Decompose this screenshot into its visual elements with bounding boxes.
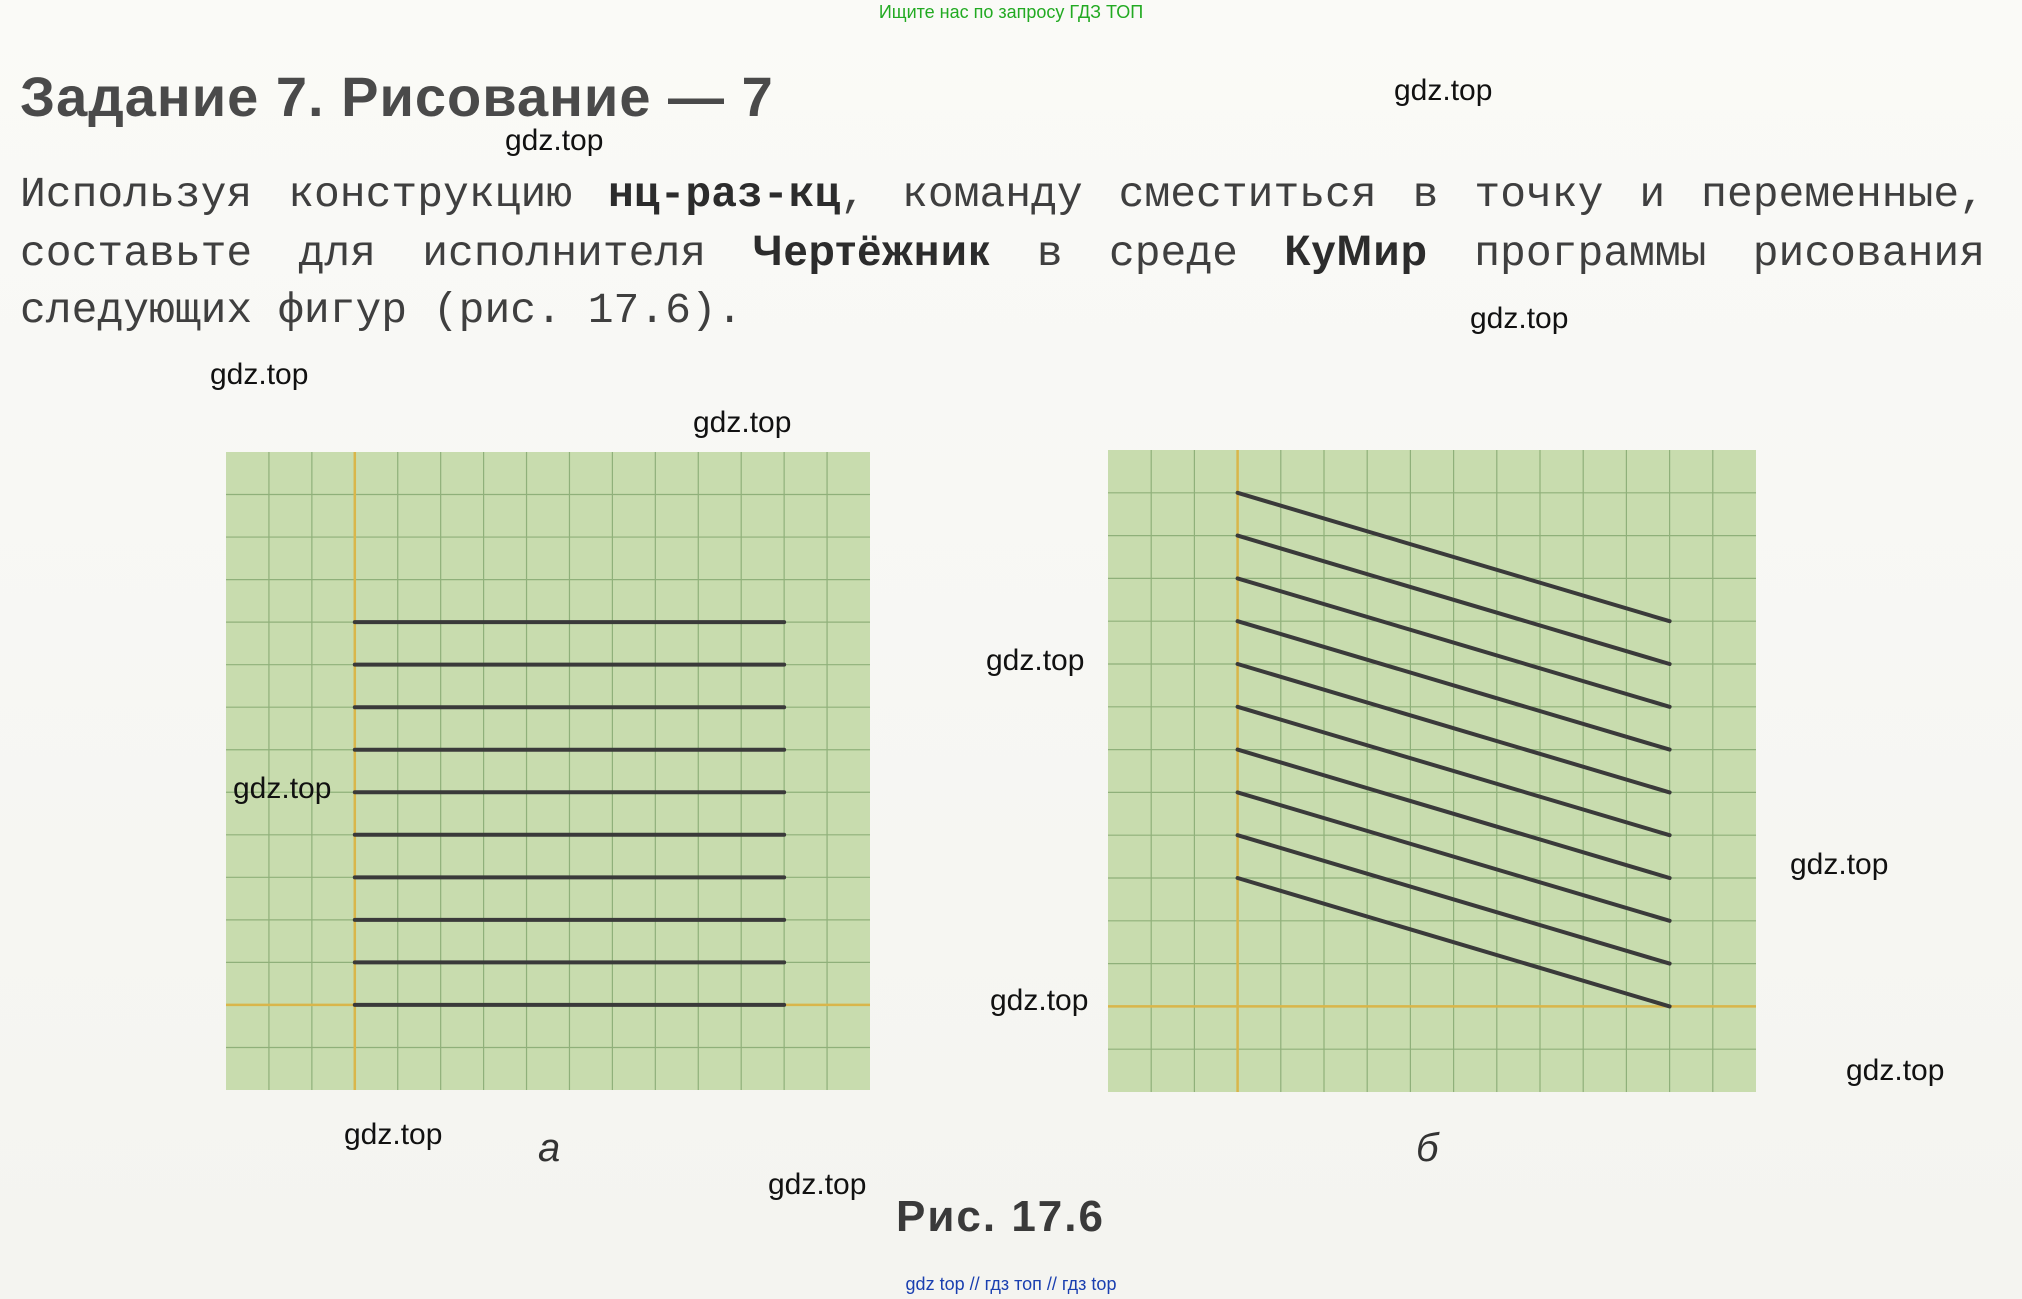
watermark: gdz.top xyxy=(986,644,1085,677)
top-search-link[interactable]: Ищите нас по запросу ГДЗ ТОП xyxy=(878,2,1144,22)
task-text xyxy=(20,166,1985,339)
watermark: gdz.top xyxy=(344,1118,443,1151)
figure-caption: Рис. 17.6 xyxy=(896,1192,1105,1241)
figure-a-grid xyxy=(226,452,870,1090)
watermark: gdz.top xyxy=(210,358,309,391)
watermark: gdz.top xyxy=(505,124,604,157)
task-text-part: программы рисования следующих фигур (рис. 17.6). xyxy=(20,229,1985,335)
figure-a-label: а xyxy=(538,1126,561,1170)
grid-background xyxy=(226,452,870,1090)
watermark: gdz.top xyxy=(1470,302,1569,335)
watermark: gdz.top xyxy=(768,1168,867,1201)
task-keyword-executor: Чертёжник xyxy=(752,227,991,275)
task-text-part: в среде xyxy=(990,229,1285,278)
grid-background xyxy=(1108,450,1756,1092)
task-title: Задание 7. Рисование — 7 xyxy=(20,65,774,128)
watermark: gdz.top xyxy=(1790,848,1889,881)
task-keyword-environment: КуМир xyxy=(1284,227,1428,275)
bottom-links[interactable]: gdz top // гдз топ // гдз top xyxy=(905,1274,1117,1294)
task-text-part: Используя конструкцию xyxy=(20,170,609,219)
watermark: gdz.top xyxy=(990,984,1089,1017)
watermark: gdz.top xyxy=(1394,74,1493,107)
task-keyword-loop: нц-раз-кц xyxy=(608,170,841,219)
figure-b-label: б xyxy=(1416,1126,1439,1170)
task-text-part: , команду сместиться в точку и переменные, составьте для исполнителя xyxy=(20,170,1985,278)
watermark: gdz.top xyxy=(233,772,332,805)
watermark: gdz.top xyxy=(693,406,792,439)
watermark: gdz.top xyxy=(1846,1054,1945,1087)
figure-b-grid xyxy=(1108,450,1756,1092)
